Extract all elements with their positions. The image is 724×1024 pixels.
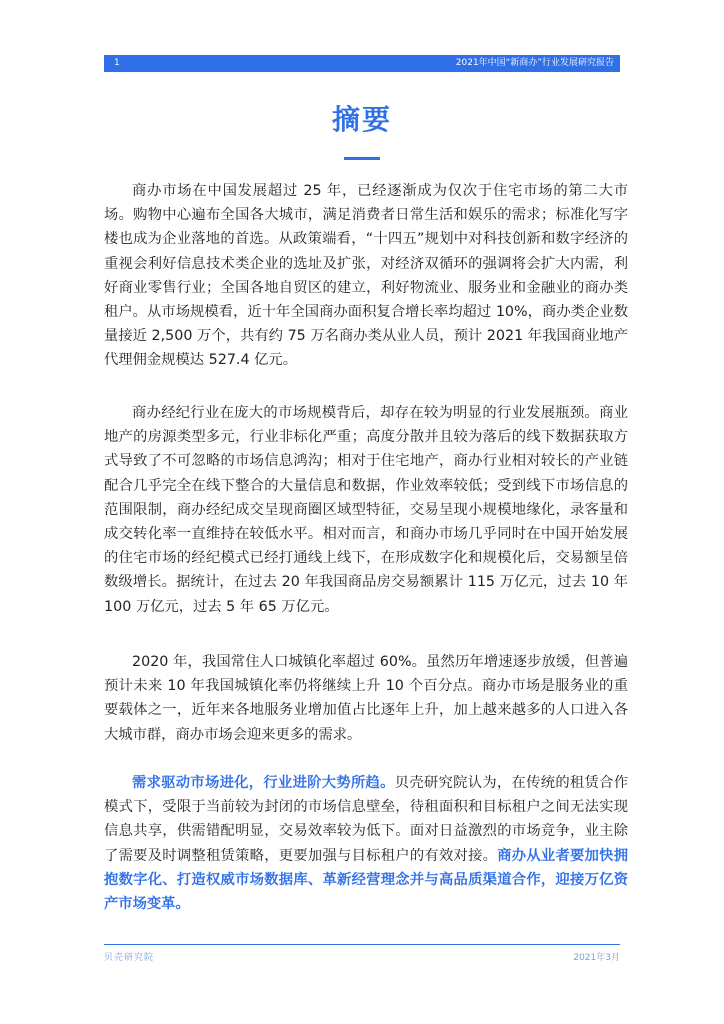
header-bar [104, 55, 620, 72]
footer-org: 贝壳研究院 [104, 953, 155, 963]
lead-highlight: 需求驱动市场进化，行业进阶大势所趋。 [132, 775, 395, 791]
title-underline [344, 157, 380, 160]
conclusion-highlight: 商办从业者要加快拥抱数字化、打造权威市场数据库、革新经营理念并与高品质渠道合作，迎接万亿资产市场变革。 [104, 847, 629, 913]
paragraph-market-overview: 商办市场在中国发展超过 25 年，已经逐渐成为仅次于住宅市场的第二大市场。购物中心遍布全国各大城市，满足消费者日常生活和娱乐的需求；标准化写字楼也成为企业落地的首选。从政策端看，“十四五”规划中对科技创新和数字经济的重视会利好信息技术类企业的选址及扩张，对经济双循环的强调将会扩大内需，利好商业零售行业；全国各地自贸区的建立，利好物流业、服务业和金融业的商办类租户。从市场规模看，近十年全国商办面积复合增长率均超过 10%，商办类企业数量接近 2,500 万个，共有约 75 万名商办类从业人员，预计 2021 年我国商业地产代理佣金规模达 527.4 亿元。 [104, 183, 628, 369]
conclusion-body: 贝壳研究院认为，在传统的租赁合作模式下，受限于当前较为封闭的市场信息壁垒，待租面积和目标租户之间无法实现信息共享，供需错配明显，交易效率较为低下。面对日益激烈的市场竞争，业主除了需要及时调整租赁策略，更要加强与目标租户的有效对接。 [104, 775, 629, 864]
footer-divider [104, 944, 620, 945]
paragraph-urbanization: 2020 年，我国常住人口城镇化率超过 60%。虽然历年增速逐步放缓，但普遍预计未来 10 年我国城镇化率仍将继续上升 10 个百分点。商办市场是服务业的重要载体之一，近年来各地服务业增加值占比逐年上升，加上越来越多的人口进入各大城市群，商办市场会迎来更多的需求。 [104, 654, 628, 743]
report-title: 2021年中国“新商办”行业发展研究报告 [455, 58, 614, 68]
page-number: 1 [114, 58, 120, 68]
page-title: 摘要 [331, 103, 392, 136]
paragraph-conclusion [104, 771, 628, 916]
footer-date: 2021年3月 [573, 953, 620, 963]
paragraph-industry-bottleneck: 商办经纪行业在庞大的市场规模背后，却存在较为明显的行业发展瓶颈。商业地产的房源类型多元，行业非标化严重；高度分散并且较为落后的线下数据获取方式导致了不可忽略的市场信息鸿沟；相对于住宅地产，商办行业相对较长的产业链配合几乎完全在线下整合的大量信息和数据，作业效率较低；受到线下市场信息的范围限制，商办经纪成交呈现商圈区域型特征，交易呈现小规模地缘化，录客量和成交转化率一直维持在较低水平。相对而言，和商办市场几乎同时在中国开始发展的住宅市场的经纪模式已经打通线上线下，在形成数字化和规模化后，交易额呈倍数级增长。据统计，在过去 20 年我国商品房交易额累计 115 万亿元，过去 10 年 100 万亿元，过去 5 年 65 万亿元。 [104, 405, 628, 615]
